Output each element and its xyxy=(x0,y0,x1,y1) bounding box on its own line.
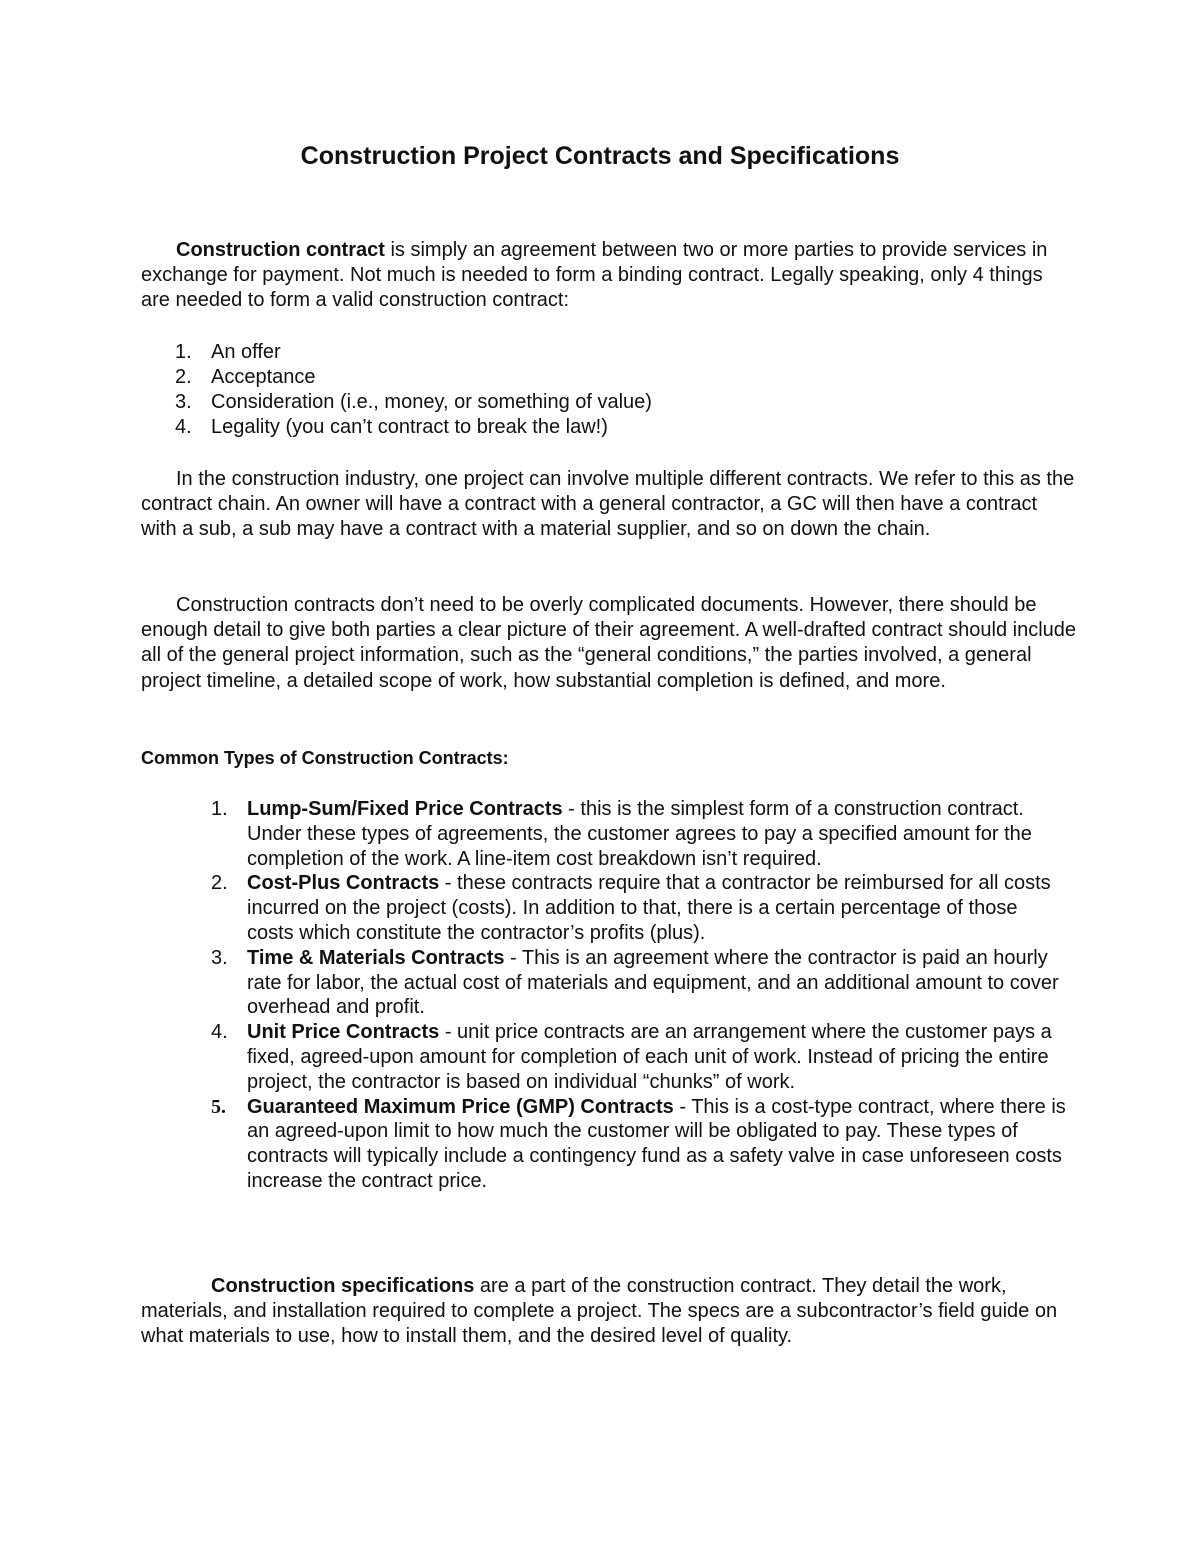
list-item-number: 1. xyxy=(211,798,228,820)
requirements-list xyxy=(175,340,1051,440)
list-item xyxy=(175,415,1051,440)
list-item xyxy=(211,946,1067,1020)
list-item xyxy=(211,1095,1067,1194)
contract-type-name: Lump-Sum/Fixed Price Contracts xyxy=(247,798,563,820)
contract-type-text: - This is a cost-type contract, where there is an agreed-upon limit to how much the customer will be obligated to pay. These types of contracts will typically include a contingency fund as a safety valve in case unforeseen costs increase the contract price. xyxy=(247,1095,1066,1192)
specifications-paragraph xyxy=(141,1274,1076,1350)
list-item-number: 2. xyxy=(211,872,228,895)
contract-type-name: Cost-Plus Contracts xyxy=(247,872,440,895)
contract-type-text: - This is an agreement where the contractor is paid an hourly rate for labor, the actual cost of materials and equipment, and an additional amount to cover overhead and profit. xyxy=(247,946,1059,1019)
list-item-text: Acceptance xyxy=(211,366,316,388)
list-item xyxy=(211,797,1067,871)
list-item xyxy=(175,390,1051,415)
complexity-paragraph: Construction contracts don’t need to be overly complicated documents. However, there should be enough detail to give both parties a clear picture of their agreement. A well-drafted contract should include all of the general project information, such as the “general conditions,” the parties involved, a general project timeline, a detailed scope of work, how substantial completion is defined, and more. xyxy=(141,594,1077,692)
contract-type-name: Time & Materials Contracts xyxy=(247,946,505,969)
contract-type-name: Guaranteed Maximum Price (GMP) Contracts xyxy=(247,1095,674,1118)
contract-type-text: - this is the simplest form of a construction contract. Under these types of agreements, the customer agrees to pay a specified amount for the completion of the work. A line-item cost breakdown isn’t required. xyxy=(247,798,1032,870)
list-item-number: 1. xyxy=(175,341,192,363)
list-item-number: 3. xyxy=(211,946,228,969)
list-item-number: 3. xyxy=(175,391,192,413)
list-item-text: An offer xyxy=(211,341,281,363)
intro-text: is simply an agreement between two or more parties to provide services in exchange for payment. Not much is needed to form a binding contract. Legally speaking, only 4 things are needed to form a valid construction contract: xyxy=(141,239,1048,312)
types-heading: Common Types of Construction Contracts: xyxy=(141,748,509,768)
list-item-text: Legality (you can’t contract to break the law!) xyxy=(211,416,608,438)
contract-chain-paragraph: In the construction industry, one project can involve multiple different contracts. We refer to this as the contract chain. An owner will have a contract with a general contractor, a GC will then have a contract with a sub, a sub may have a contract with a material supplier, and so on down the chain. xyxy=(141,468,1075,541)
list-item-number: 5. xyxy=(211,1095,226,1118)
contract-type-text: - these contracts require that a contractor be reimbursed for all costs incurred on the project (costs). In addition to that, there is a certain percentage of those costs which constitute the contractor’s profits (plus). xyxy=(247,872,1051,944)
intro-term: Construction contract xyxy=(176,239,385,261)
contract-type-text: - unit price contracts are an arrangement where the customer pays a fixed, agreed-upon amount for completion of each unit of work. Instead of pricing the entire project, the contractor is based on individual “chunks” of work. xyxy=(247,1021,1052,1093)
list-item xyxy=(211,871,1067,945)
list-item xyxy=(175,365,1051,390)
list-item xyxy=(175,340,1051,365)
list-item-number: 2. xyxy=(175,366,192,388)
contract-type-name: Unit Price Contracts xyxy=(247,1021,440,1044)
list-item-text: Consideration (i.e., money, or something of value) xyxy=(211,391,652,413)
document-title: Construction Project Contracts and Specifications xyxy=(300,142,900,170)
specifications-term: Construction specifications xyxy=(211,1275,475,1297)
intro-paragraph xyxy=(141,238,1076,314)
list-item xyxy=(211,1020,1067,1094)
list-item-number: 4. xyxy=(211,1021,228,1044)
list-item-number: 4. xyxy=(175,416,192,438)
specifications-text: are a part of the construction contract. They detail the work, materials, and installation required to complete a project. The specs are a subcontractor’s field guide on what materials to use, how to install them, and the desired level of quality. xyxy=(141,1275,1058,1348)
contract-types-list xyxy=(211,797,1067,1194)
